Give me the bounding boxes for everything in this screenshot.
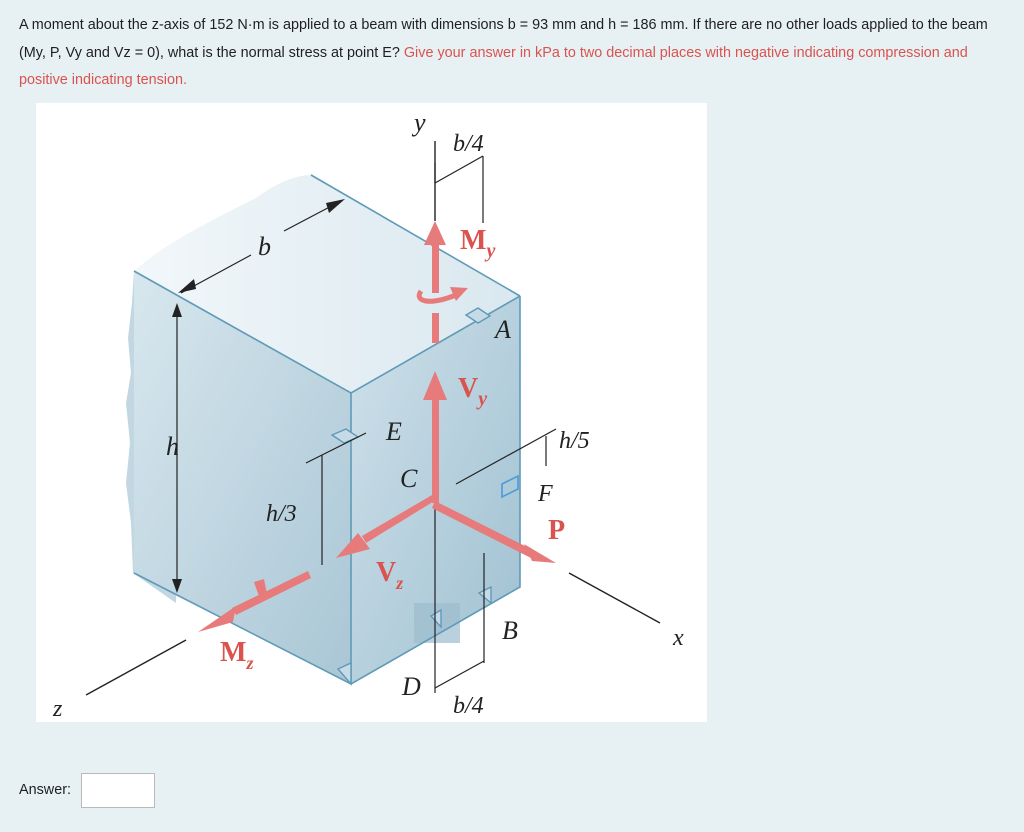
question-body: A moment about the z-axis of 152 N·m is applied to a beam with dimensions b = 93 mm and h = 186 mm. If there are no other loads applied to the beam (My, P, Vy and Vz = 0), what is the normal stress at point E?: [19, 17, 988, 61]
label-h5: h/5: [559, 428, 590, 454]
label-Vz: $V_z$: [376, 557, 404, 593]
question-text: [19, 12, 1009, 95]
label-B: B: [502, 616, 518, 645]
label-C: C: [400, 464, 418, 493]
beam-figure: [36, 103, 707, 722]
question-instruction: Give your answer in kPa to two decimal places with negative indicating compression and positive indicating tension.: [19, 44, 968, 88]
label-z: z: [53, 696, 63, 722]
label-b4-bottom: b/4: [453, 693, 484, 719]
label-b4-top: b/4: [453, 131, 484, 157]
label-b: b: [258, 232, 271, 261]
label-h3: h/3: [266, 501, 297, 527]
label-A: A: [495, 315, 511, 344]
label-F: F: [538, 481, 553, 507]
beam-diagram: [36, 103, 707, 722]
label-y: y: [414, 108, 426, 137]
answer-label: Answer:: [19, 782, 71, 798]
label-D: D: [402, 672, 421, 701]
label-x: x: [673, 625, 684, 651]
label-E: E: [386, 417, 402, 446]
label-P: P: [548, 515, 566, 546]
label-My: $M_y$: [460, 225, 496, 262]
label-Vy: $V_y$: [458, 373, 488, 410]
label-h: h: [166, 432, 179, 461]
z-axis: [86, 640, 186, 695]
answer-input[interactable]: [81, 773, 155, 808]
x-axis: [569, 573, 660, 623]
label-Mz: $M_z$: [220, 637, 254, 673]
